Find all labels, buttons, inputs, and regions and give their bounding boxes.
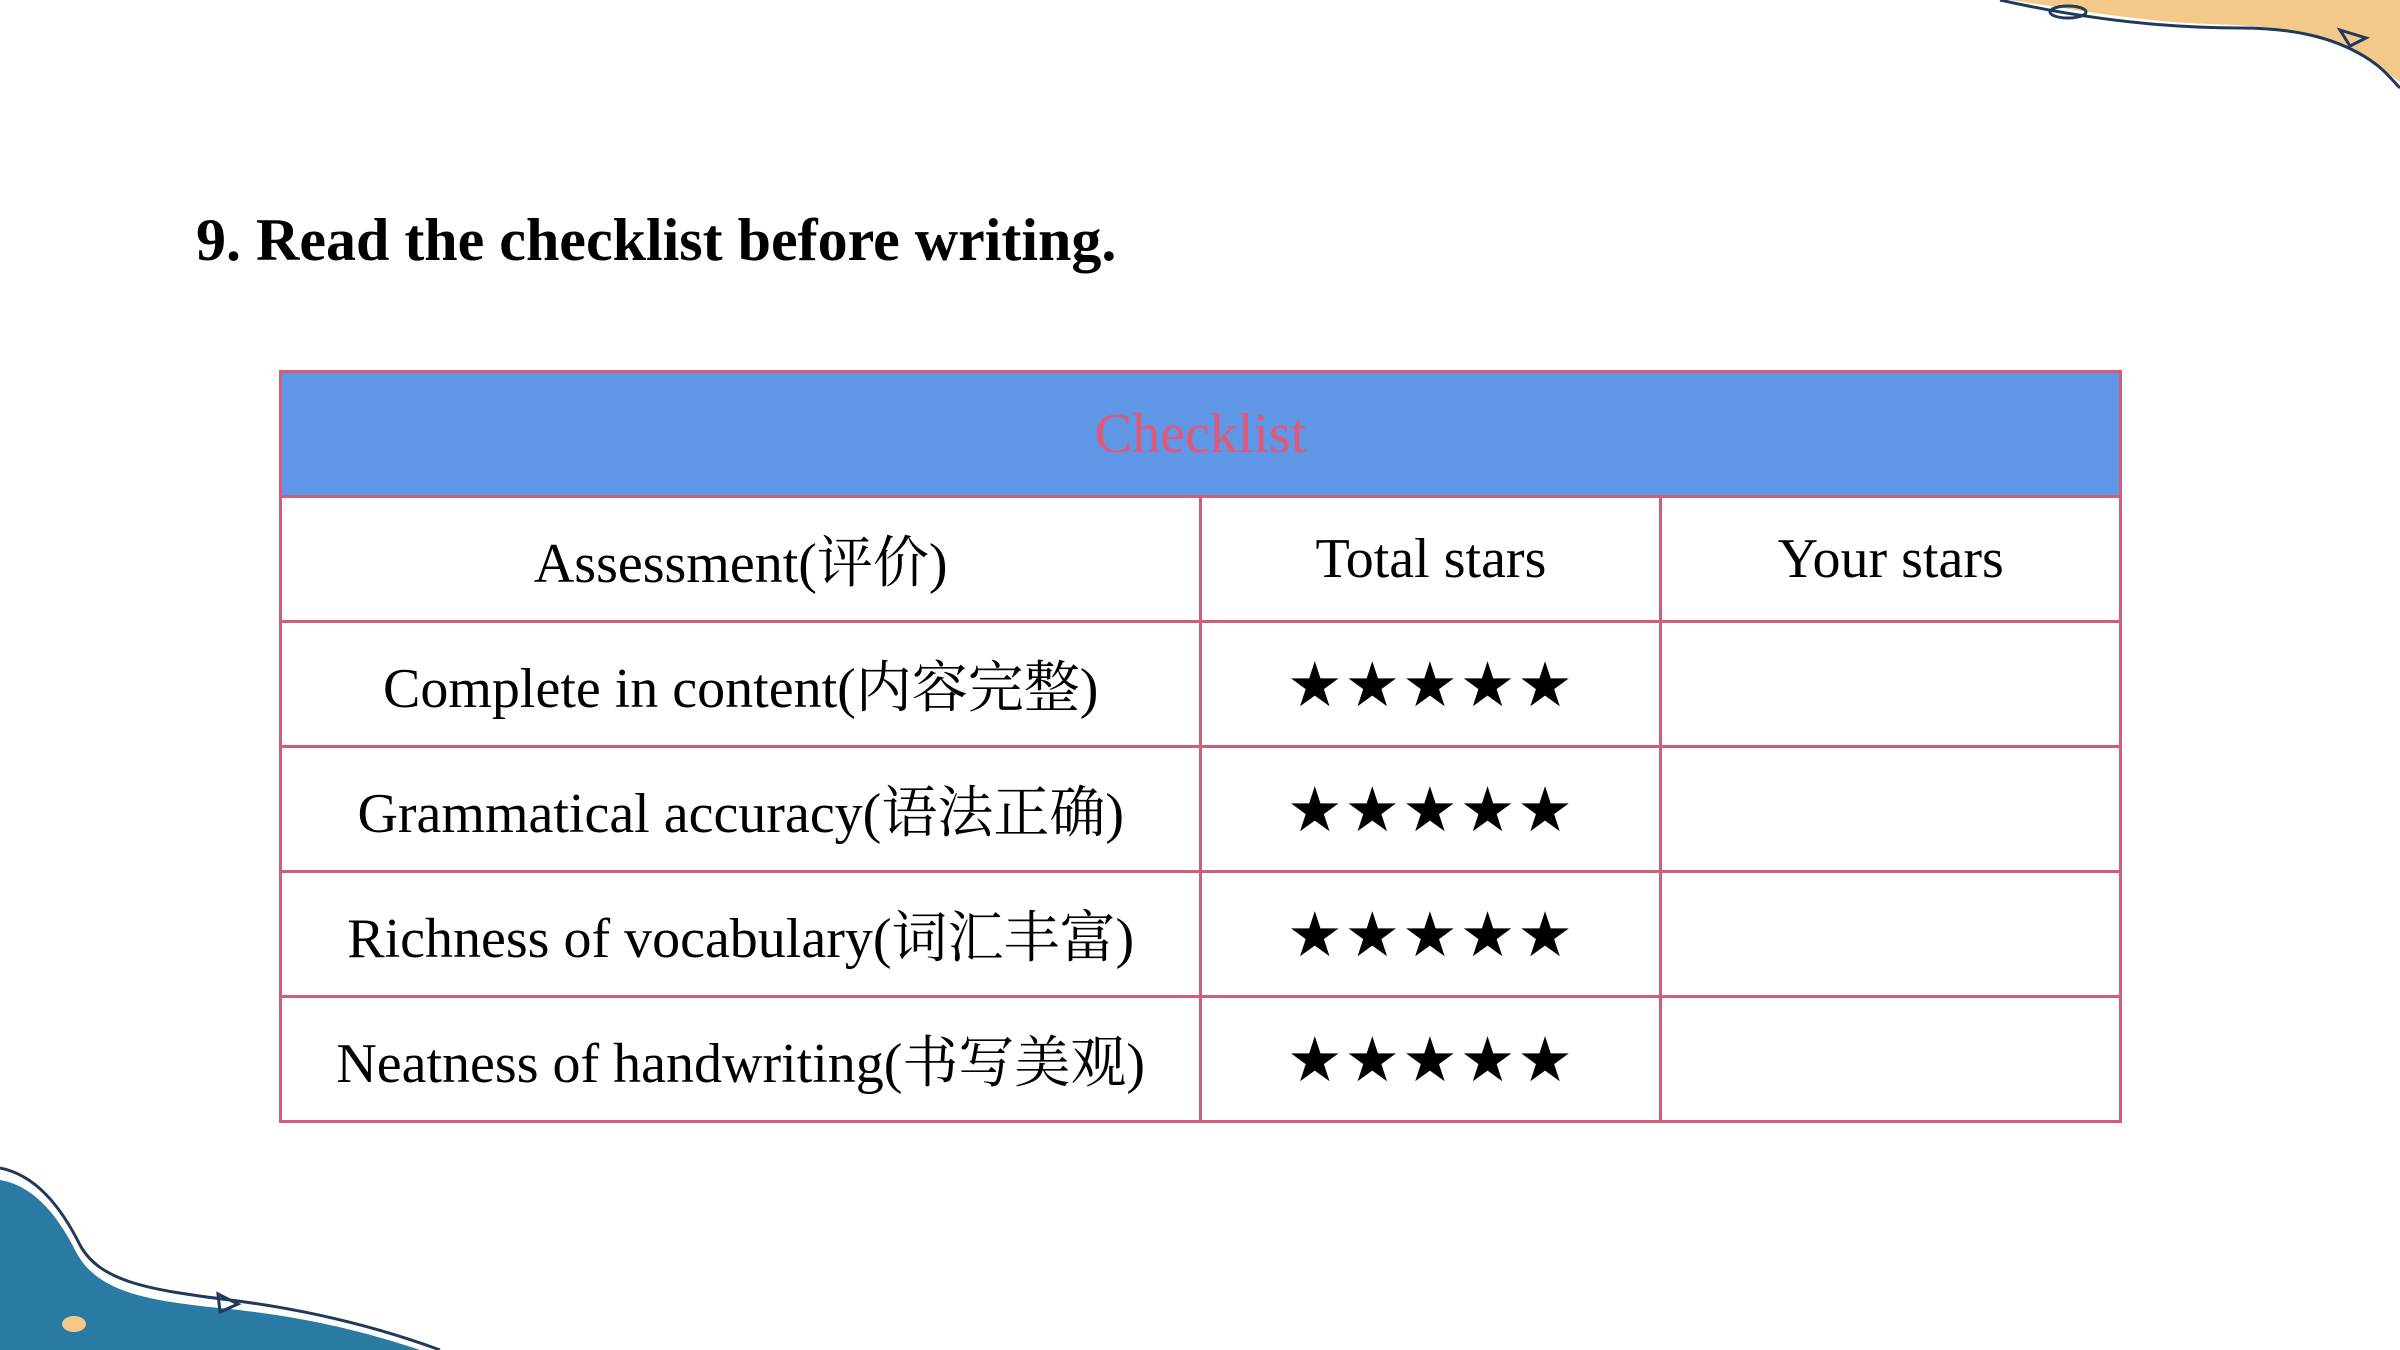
table-header-row [281, 497, 2121, 622]
page-heading: 9. Read the checklist before writing. [196, 207, 1117, 273]
table-row [281, 747, 2121, 872]
your-stars-cell[interactable] [1661, 622, 2121, 747]
column-header-assessment: Assessment(评价) [281, 497, 1201, 622]
column-header-your-stars: Your stars [1661, 497, 2121, 622]
star-rating: ★★★★★ [1286, 1022, 1575, 1096]
assessment-cell: Grammatical accuracy(语法正确) [281, 747, 1201, 872]
table-row [281, 997, 2121, 1122]
bottom-left-wave-decoration [0, 1150, 460, 1350]
star-rating: ★★★★★ [1286, 897, 1575, 971]
top-right-wave-decoration [1880, 0, 2400, 110]
checklist-table [279, 370, 2122, 1123]
table-title-row [281, 372, 2121, 497]
total-stars-cell [1201, 872, 1661, 997]
assessment-cell: Complete in content(内容完整) [281, 622, 1201, 747]
total-stars-cell [1201, 997, 1661, 1122]
your-stars-cell[interactable] [1661, 747, 2121, 872]
table-row [281, 872, 2121, 997]
your-stars-cell[interactable] [1661, 997, 2121, 1122]
assessment-cell: Neatness of handwriting(书写美观) [281, 997, 1201, 1122]
your-stars-cell[interactable] [1661, 872, 2121, 997]
column-header-total-stars: Total stars [1201, 497, 1661, 622]
star-rating: ★★★★★ [1286, 772, 1575, 846]
star-rating: ★★★★★ [1286, 647, 1575, 721]
table-title: Checklist [281, 372, 2121, 497]
assessment-cell: Richness of vocabulary(词汇丰富) [281, 872, 1201, 997]
total-stars-cell [1201, 747, 1661, 872]
table-row [281, 622, 2121, 747]
total-stars-cell [1201, 622, 1661, 747]
